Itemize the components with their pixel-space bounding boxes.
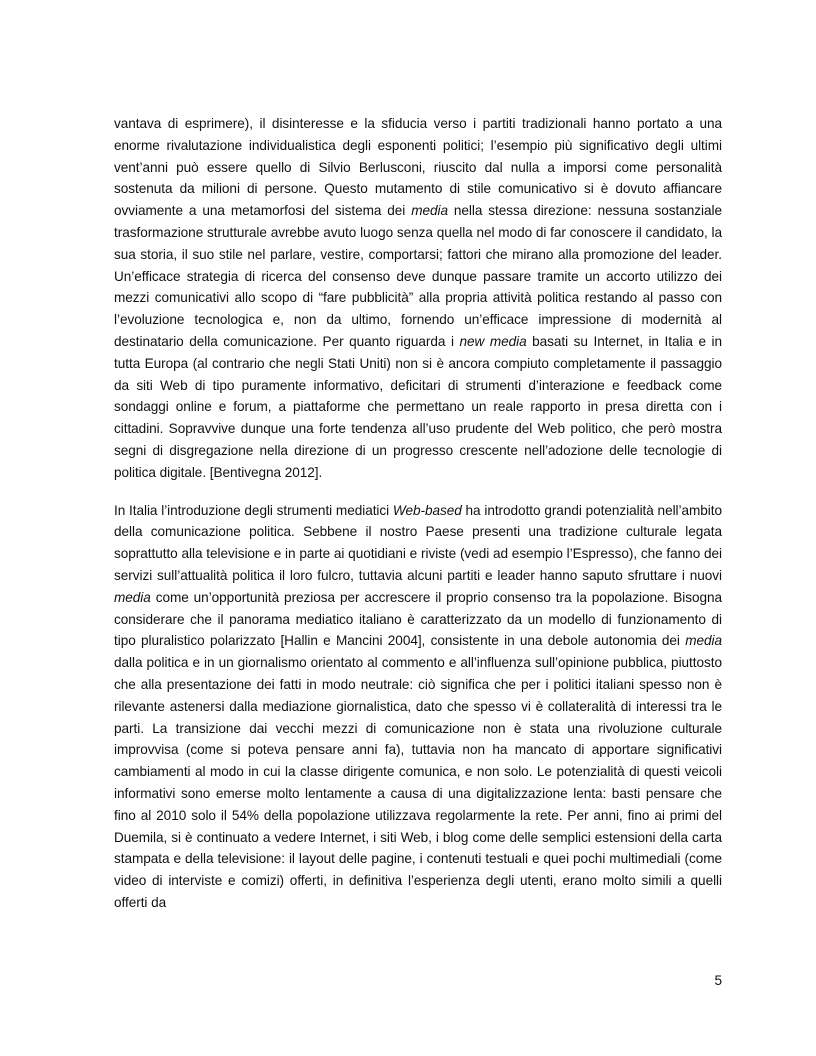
page-number: 5 xyxy=(714,973,722,988)
document-page xyxy=(114,113,722,914)
text-run-italic: media xyxy=(411,203,448,219)
text-run: vantava di esprimere), il disinteresse e la sfiducia verso i partiti tradizionali hanno portato a una enorme rivalutazione individualistica degli esponenti politici; l’esempio più significativo degli ultimi vent’anni può essere quello di Silvio Berlusconi, riuscito dal nulla a imporsi come personalità sostenuta da milioni di persone. Questo mutamento di stile comunicativo si è dovuto affiancare ovviamente a una metamorfosi del sistema dei xyxy=(114,116,722,219)
text-run: dalla politica e in un giornalismo orientato al commento e all’influenza sull’opinione pubblica, piuttosto che alla presentazione dei fatti in modo neutrale: ciò significa che per i politici italiani spesso non è rilevante astenersi dalla mediazione giornalistica, dato che spesso vi è collateralità di interessi tra le parti. La transizione dai vecchi mezzi di comunicazione non è stata una rivoluzione culturale improvvisa (come si poteva pensare anni fa), tuttavia non ha mancato di apportare significativi cambiamenti al modo in cui la classe dirigente comunica, e non solo. Le potenzialità di questi veicoli informativi sono emerse molto lentamente a causa di una digitalizzazione lenta: basti pensare che fino al 2010 solo il 54% della popolazione utilizzava regolarmente la rete. Per anni, fino ai primi del Duemila, si è continuato a vedere Internet, i siti Web, i blog come delle semplici estensioni della carta stampata e della televisione: il layout delle pagine, i contenuti testuali e quei pochi multimediali (come video di interviste e comizi) offerti, in definitiva l’esperienza degli utenti, erano molto simili a quelli offerti da xyxy=(114,655,722,910)
text-run-italic: new media xyxy=(459,333,527,349)
text-run-italic: media xyxy=(685,633,722,649)
paragraph-2 xyxy=(114,500,722,914)
text-run: basati su Internet, in Italia e in tutta Europa (al contrario che negli Stati Uniti) non si è ancora compiuto completamente il passaggio da siti Web di tipo puramente informativo, deficitari di strumenti d’interazione e feedback come sondaggi online e forum, a piattaforme che permettano un reale rapporto in presa diretta con i cittadini. Sopravvive dunque una forte tendenza all’uso prudente del Web politico, che però mostra segni di disgregazione nella direzione di un progresso crescente nell’adozione delle tecnologie di politica digitale. [Bentivegna 2012]. xyxy=(114,333,722,480)
paragraph-1 xyxy=(114,113,722,484)
text-run-italic: Web-based xyxy=(392,502,462,518)
text-run-italic: media xyxy=(114,589,151,605)
text-run: come un’opportunità preziosa per accrescere il proprio consenso tra la popolazione. Bisogna considerare che il panorama mediatico italiano è caratterizzato da un modello di funzionamento di tipo pluralistico polarizzato [Hallin e Mancini 2004], consistente in una debole autonomia dei xyxy=(114,589,722,649)
text-run: nella stessa direzione: nessuna sostanziale trasformazione strutturale avrebbe avuto luogo senza quella nel modo di far conoscere il candidato, la sua storia, il suo stile nel parlare, vestire, comportarsi; fattori che mirano alla promozione del leader. Un’efficace strategia di ricerca del consenso deve dunque passare tramite un accorto utilizzo dei mezzi comunicativi allo scopo di “fare pubblicità” alla propria attività politica restando al passo con l’evoluzione tecnologica e, non da ultimo, fornendo un’efficace impressione di modernità al destinatario della comunicazione. Per quanto riguarda i xyxy=(114,203,722,349)
text-run: ha introdotto grandi potenzialità nell’ambito della comunicazione politica. Sebbene il nostro Paese presenti una tradizione culturale legata soprattutto alla televisione e in parte ai quotidiani e riviste (vedi ad esempio l’Espresso), che fanno dei servizi sull’attualità politica il loro fulcro, tuttavia alcuni partiti e leader hanno saputo sfruttare i nuovi xyxy=(114,502,722,583)
text-run: In Italia l’introduzione degli strumenti mediatici xyxy=(114,502,393,518)
